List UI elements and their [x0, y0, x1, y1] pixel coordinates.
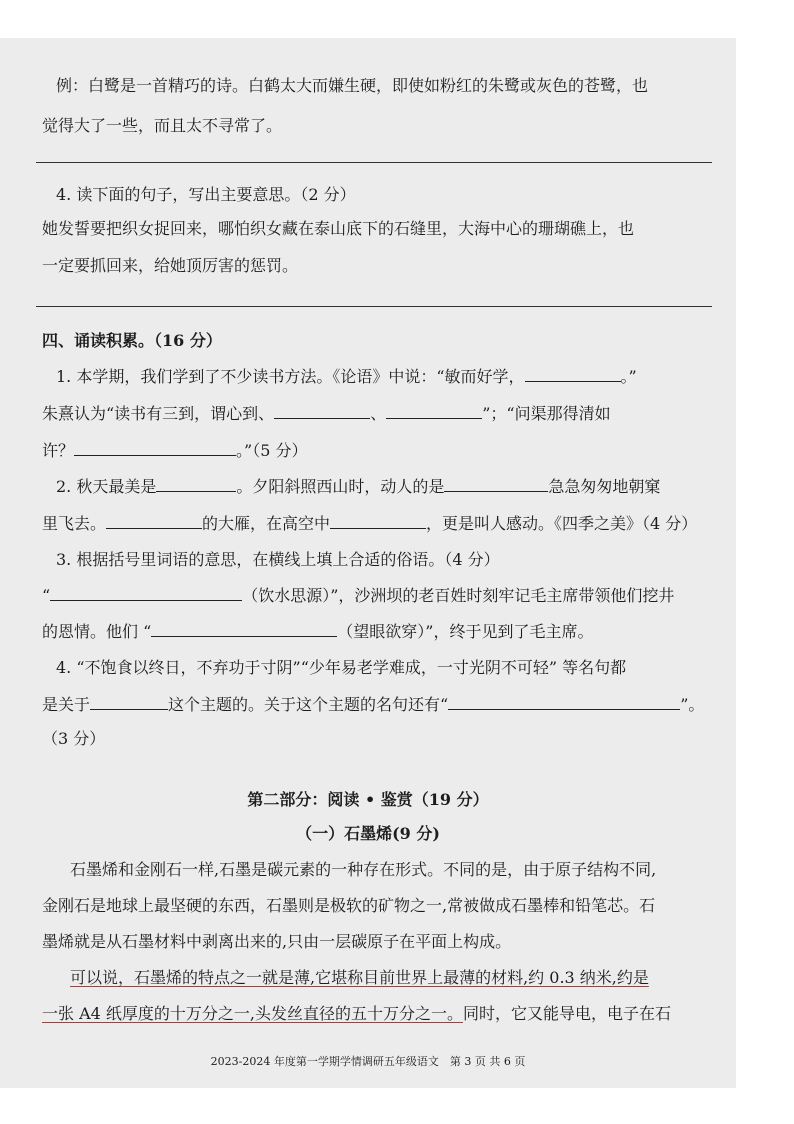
example-line-1: 例：白鹭是一首精巧的诗。白鹤太大而嫌生硬，即使如粉红的朱鹭或灰色的苍鹭，也	[56, 76, 649, 95]
s4-q2-line-1: 2. 秋天最美是 。夕阳斜照西山时，动人的是 急急匆匆地朝窠	[56, 477, 661, 496]
reading-para-1: 石墨烯和金刚石一样,石墨是碳元素的一种存在形式。不同的是，由于原子结构不同,	[70, 860, 657, 879]
blank-8[interactable]	[330, 513, 426, 529]
exam-page	[0, 38, 736, 1088]
answer-line-1[interactable]	[36, 162, 712, 163]
s4-q4-line-3: （3 分）	[42, 729, 106, 748]
q4-line-1: 她发誓要把织女捉回来，哪怕织女藏在泰山底下的石缝里，大海中心的珊瑚礁上，也	[42, 219, 635, 238]
s4-q3-title: 3. 根据括号里词语的意思，在横线上填上合适的俗语。（4 分）	[56, 550, 500, 569]
reading-para-5: 一张 A4 纸厚度的十万分之一,头发丝直径的五十万分之一。同时，它又能导电，电子在石	[42, 1004, 672, 1023]
blank-10[interactable]	[151, 621, 337, 637]
blank-12[interactable]	[448, 694, 680, 710]
reading-para-4: 可以说，石墨烯的特点之一就是薄,它堪称目前世界上最薄的材料,约 0.3 纳米,约是	[70, 968, 649, 987]
blank-3[interactable]	[386, 403, 482, 419]
s4-q2-line-2: 里飞去。 的大雁，在高空中 ，更是叫人感动。《四季之美》（4 分）	[42, 514, 698, 533]
q4-title: 4. 读下面的句子，写出主要意思。（2 分）	[56, 185, 356, 204]
example-line-2: 觉得大了一些，而且太不寻常了。	[42, 116, 283, 135]
s4-q1-line-2: 朱熹认为“读书有三到，谓心到、 、 ”；“问渠那得清如	[42, 404, 611, 423]
blank-6[interactable]	[444, 476, 548, 492]
blank-5[interactable]	[156, 476, 236, 492]
part2-title: 第二部分：阅读 • 鉴赏（19 分）	[247, 790, 489, 809]
s4-q1-line-1: 1. 本学期，我们学到了不少读书方法。《论语》中说：“敏而好学， 。”	[56, 367, 637, 386]
q4-line-2: 一定要抓回来，给她顶厉害的惩罚。	[42, 256, 299, 275]
reading-para-2: 金刚石是地球上最坚硬的东西，石墨则是极软的矿物之一,常被做成石墨棒和铅笔芯。石	[42, 896, 656, 915]
s4-q3-line-1: “ （饮水思源）”，沙洲坝的老百姓时刻牢记毛主席带领他们挖井	[42, 586, 675, 605]
page-footer: 2023-2024 年度第一学期学情调研五年级语文 第 3 页 共 6 页	[210, 1055, 526, 1068]
part2-subtitle: （一）石墨烯(9 分)	[296, 824, 440, 843]
blank-4[interactable]	[74, 440, 236, 456]
blank-2[interactable]	[274, 403, 370, 419]
s4-q1-line-3: 许？ 。”（5 分）	[42, 441, 308, 460]
s4-q4-line-2: 是关于 这个主题的。关于这个主题的名句还有“ ”。	[42, 695, 705, 714]
s4-q3-line-2: 的恩情。他们 “ （望眼欲穿）”，终于见到了毛主席。	[42, 622, 594, 641]
s4-q4-line-1: 4. “不饱食以终日，不弃功于寸阴”“少年易老学难成，一寸光阴不可轻” 等名句都	[56, 658, 627, 677]
section4-title: 四、诵读积累。（16 分）	[42, 331, 222, 350]
reading-para-3: 墨烯就是从石墨材料中剥离出来的,只由一层碳原子在平面上构成。	[42, 932, 512, 951]
answer-line-2[interactable]	[36, 306, 712, 307]
blank-9[interactable]	[50, 585, 242, 601]
blank-7[interactable]	[106, 513, 202, 529]
blank-1[interactable]	[525, 366, 621, 382]
blank-11[interactable]	[90, 694, 168, 710]
